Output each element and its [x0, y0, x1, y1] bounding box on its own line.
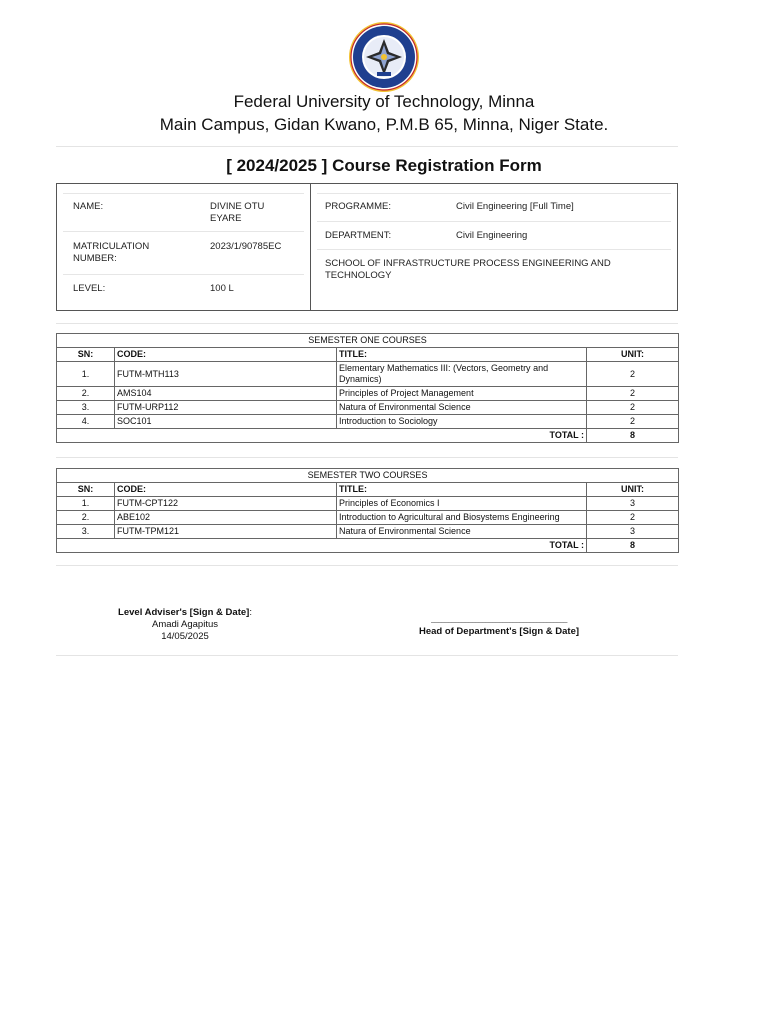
level-value: 100 L: [210, 283, 234, 294]
row-sn: 4.: [57, 415, 115, 429]
total-label: TOTAL :: [57, 429, 587, 443]
hod-signature-line: ________________________________________: [431, 616, 567, 623]
divider: [56, 565, 678, 566]
matric-value: 2023/1/90785EC: [210, 241, 282, 252]
divider: [63, 193, 304, 194]
row-title: Principles of Economics I: [337, 497, 587, 511]
name-label: NAME:: [73, 201, 104, 212]
row-unit: 3: [587, 525, 679, 539]
semester-one-caption: SEMESTER ONE COURSES: [57, 334, 679, 348]
row-title: Natura of Environmental Science: [337, 525, 587, 539]
row-title: Introduction to Sociology: [337, 415, 587, 429]
table-row: [57, 387, 679, 401]
row-code: FUTM-URP112: [115, 401, 337, 415]
adviser-date: 14/05/2025: [161, 631, 209, 642]
row-sn: 3.: [57, 525, 115, 539]
semester-one-table: [56, 333, 679, 443]
col-header-unit: UNIT:: [587, 483, 679, 497]
row-code: FUTM-MTH113: [115, 362, 337, 387]
programme-value: Civil Engineering [Full Time]: [456, 201, 574, 212]
row-unit: 3: [587, 497, 679, 511]
row-sn: 1.: [57, 362, 115, 387]
divider: [56, 655, 678, 656]
col-header-sn: SN:: [57, 483, 115, 497]
table-row: [57, 362, 679, 387]
total-row: [57, 539, 679, 553]
department-value: Civil Engineering: [456, 230, 528, 241]
col-header-code: CODE:: [115, 483, 337, 497]
name-value: DIVINE OTU EYARE: [210, 201, 265, 224]
table-row: [57, 497, 679, 511]
adviser-signature-block: [80, 607, 290, 643]
hod-label: Head of Department's [Sign & Date]: [418, 626, 580, 637]
divider: [63, 274, 304, 275]
row-unit: 2: [587, 415, 679, 429]
total-row: [57, 429, 679, 443]
student-info-left: [57, 184, 311, 310]
row-sn: 2.: [57, 387, 115, 401]
table-row: [57, 525, 679, 539]
col-header-title: TITLE:: [337, 348, 587, 362]
row-title: Principles of Project Management: [337, 387, 587, 401]
semester-two-table: [56, 468, 679, 553]
total-value: 8: [587, 539, 679, 553]
row-code: SOC101: [115, 415, 337, 429]
row-title: Elementary Mathematics III: (Vectors, Geometry and Dynamics): [337, 362, 587, 387]
row-unit: 2: [587, 362, 679, 387]
form-title: [ 2024/2025 ] Course Registration Form: [226, 156, 542, 175]
table-row: [57, 415, 679, 429]
row-sn: 2.: [57, 511, 115, 525]
university-name: Federal University of Technology, Minna: [233, 92, 535, 111]
row-unit: 2: [587, 511, 679, 525]
col-header-code: CODE:: [115, 348, 337, 362]
divider: [317, 249, 671, 250]
level-label: LEVEL:: [73, 283, 106, 294]
row-code: ABE102: [115, 511, 337, 525]
university-seal-icon: [334, 20, 434, 94]
divider: [56, 457, 678, 458]
university-address: Main Campus, Gidan Kwano, P.M.B 65, Minna, Niger State.: [159, 115, 609, 134]
adviser-name: Amadi Agapitus: [151, 619, 218, 630]
divider: [56, 323, 678, 324]
row-unit: 2: [587, 401, 679, 415]
student-info-box: [56, 183, 678, 311]
divider: [317, 193, 671, 194]
table-row: [57, 401, 679, 415]
col-header-sn: SN:: [57, 348, 115, 362]
row-title: Natura of Environmental Science: [337, 401, 587, 415]
divider: [317, 221, 671, 222]
matric-label: MATRICULATION NUMBER:: [73, 241, 150, 264]
total-label: TOTAL :: [57, 539, 587, 553]
adviser-label: Level Adviser's [Sign & Date]:: [118, 607, 252, 618]
programme-label: PROGRAMME:: [325, 201, 391, 212]
semester-two-caption: SEMESTER TWO COURSES: [57, 469, 679, 483]
col-header-unit: UNIT:: [587, 348, 679, 362]
row-code: FUTM-CPT122: [115, 497, 337, 511]
total-value: 8: [587, 429, 679, 443]
row-title: Introduction to Agricultural and Biosystems Engineering: [337, 511, 587, 525]
school-value: SCHOOL OF INFRASTRUCTURE PROCESS ENGINEERING AND TECHNOLOGY: [325, 258, 611, 281]
row-unit: 2: [587, 387, 679, 401]
row-code: FUTM-TPM121: [115, 525, 337, 539]
divider: [56, 146, 678, 147]
department-label: DEPARTMENT:: [325, 230, 392, 241]
row-code: AMS104: [115, 387, 337, 401]
row-sn: 1.: [57, 497, 115, 511]
student-info-right: [311, 184, 677, 310]
table-row: [57, 511, 679, 525]
col-header-title: TITLE:: [337, 483, 587, 497]
divider: [63, 231, 304, 232]
hod-signature-block: [400, 614, 598, 638]
row-sn: 3.: [57, 401, 115, 415]
